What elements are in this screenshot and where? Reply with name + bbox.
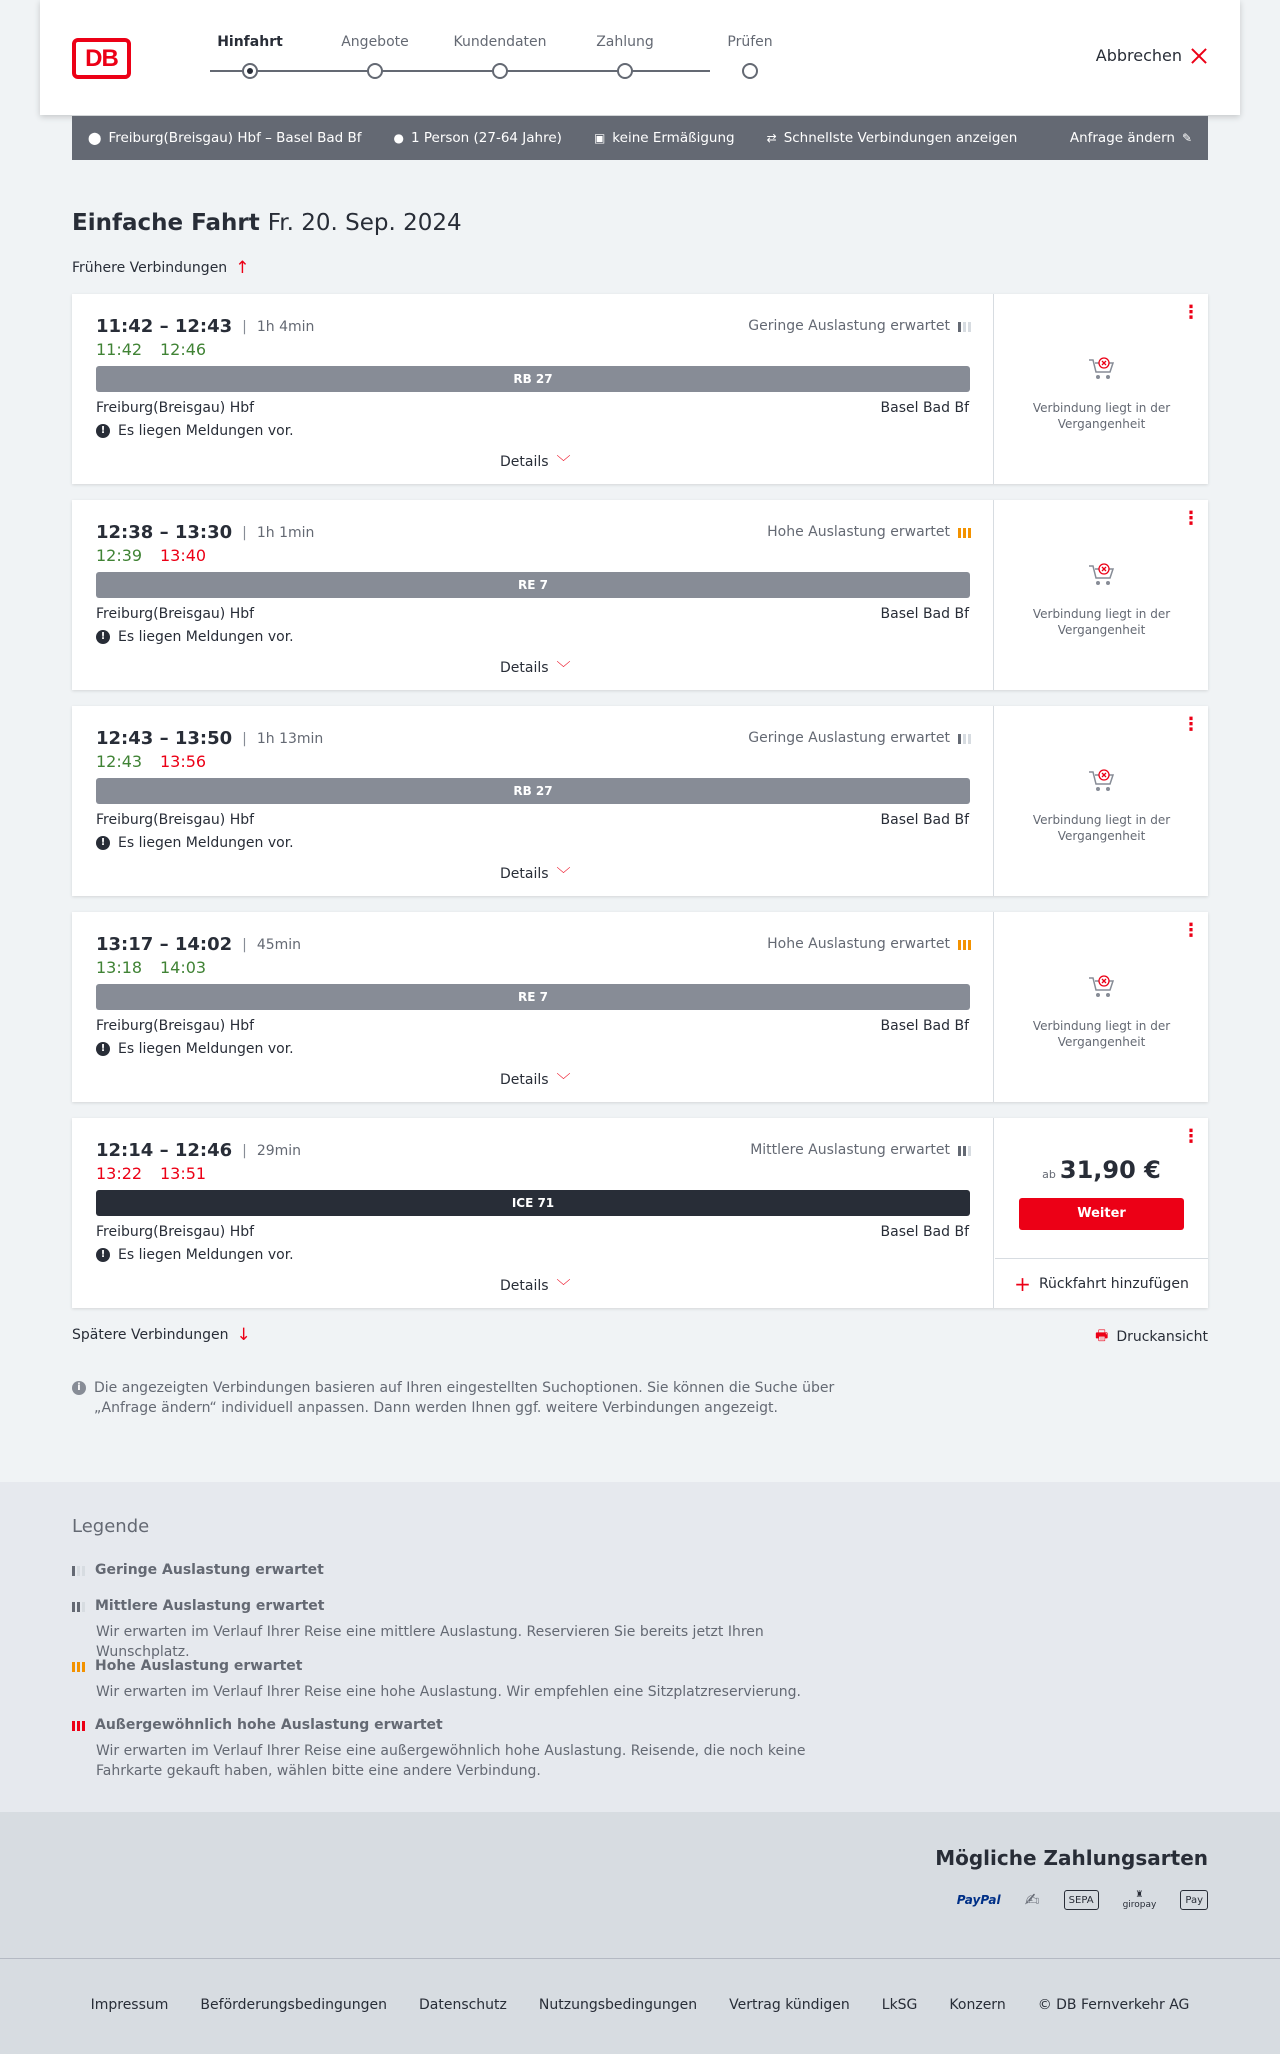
occupancy-low-icon	[958, 732, 971, 744]
occupancy-high-icon	[958, 938, 971, 950]
cart-unavailable-icon	[1087, 768, 1117, 794]
realtime-times	[96, 958, 224, 977]
price-prefix: ab	[1042, 1168, 1056, 1181]
realtime-arrival: 13:56	[160, 752, 207, 771]
duration: 29min	[256, 1142, 302, 1159]
footer-link-impressum[interactable]: Impressum	[90, 1997, 169, 2013]
logo-text: DB	[85, 44, 118, 72]
legend-section	[0, 1482, 1280, 1812]
details-toggle[interactable]	[500, 452, 571, 472]
sepa-logo: SEPA	[1064, 1890, 1099, 1910]
payment-logos	[957, 1886, 1208, 1914]
details-label: Details	[500, 866, 549, 882]
pencil-icon: ✎	[1181, 131, 1192, 145]
step-dot	[242, 63, 258, 79]
more-options-icon[interactable]: ⋮	[1182, 714, 1200, 735]
swap-arrows-icon: ⇄	[766, 131, 777, 145]
realtime-times	[96, 546, 224, 565]
giropay-text: giropay	[1122, 1900, 1157, 1910]
notice	[96, 835, 294, 851]
chevron-down-icon: ﹀	[556, 455, 571, 471]
realtime-arrival: 14:03	[160, 958, 207, 977]
more-options-icon[interactable]: ⋮	[1182, 1126, 1200, 1147]
more-options-icon[interactable]: ⋮	[1182, 302, 1200, 323]
occupancy-indicator	[767, 936, 971, 952]
chevron-down-icon: ﹀	[556, 1073, 571, 1089]
trip-type: Einfache Fahrt	[72, 210, 260, 236]
header	[40, 0, 1240, 115]
edit-request-button[interactable]	[1070, 130, 1192, 146]
later-label: Spätere Verbindungen	[72, 1327, 229, 1343]
connection-info	[72, 500, 994, 690]
price-value: 31,90 €	[1059, 1156, 1161, 1184]
footer-link-lksg[interactable]: LkSG	[881, 1997, 918, 2013]
past-connection-text: Verbindung liegt in der Vergangenheit	[1032, 813, 1171, 843]
realtime-times	[96, 340, 224, 359]
occupancy-medium-icon	[72, 1600, 85, 1612]
origin-station: Freiburg(Breisgau) Hbf	[96, 1224, 255, 1240]
offer-panel	[995, 912, 1208, 1102]
connection-card	[72, 294, 1208, 484]
legend-item-title: Hohe Auslastung erwartet	[95, 1658, 303, 1674]
later-connections-link[interactable]	[72, 1325, 251, 1345]
location-pin-icon: ⬤	[88, 131, 102, 145]
occupancy-low-icon	[72, 1564, 85, 1576]
print-label: Druckansicht	[1116, 1329, 1208, 1345]
details-toggle[interactable]	[500, 864, 571, 884]
realtime-times	[96, 752, 224, 771]
chevron-down-icon: ﹀	[556, 661, 571, 677]
legend-item-title: Geringe Auslastung erwartet	[95, 1562, 324, 1578]
destination-station: Basel Bad Bf	[880, 1018, 969, 1034]
train-bar[interactable]: RE 7	[96, 984, 970, 1010]
legend-item-title: Mittlere Auslastung erwartet	[95, 1598, 325, 1614]
occupancy-indicator	[748, 318, 971, 334]
occupancy-text: Mittlere Auslastung erwartet	[750, 1142, 950, 1158]
exclamation-icon: !	[96, 630, 110, 644]
info-icon: i	[72, 1381, 86, 1395]
legend-item-desc: Wir erwarten im Verlauf Ihrer Reise eine hohe Auslastung. Wir empfehlen eine Sitzplatzreservierung.	[96, 1684, 801, 1700]
footer-copyright: © DB Fernverkehr AG	[1037, 1997, 1190, 2013]
footer-link-nutzungsbedingungen[interactable]: Nutzungsbedingungen	[538, 1997, 698, 2013]
step-label: Kundendaten	[453, 34, 547, 50]
offer-panel	[995, 294, 1208, 484]
paypal-logo: PayPal	[956, 1893, 1001, 1907]
price	[995, 1156, 1208, 1184]
planned-times	[96, 316, 314, 337]
legend-item	[72, 1562, 852, 1578]
origin-station: Freiburg(Breisgau) Hbf	[96, 812, 255, 828]
legend-item	[72, 1658, 852, 1702]
notice	[96, 423, 294, 439]
more-options-icon[interactable]: ⋮	[1182, 920, 1200, 941]
earlier-label: Frühere Verbindungen	[72, 260, 228, 276]
offer-panel	[995, 500, 1208, 690]
train-bar[interactable]: RB 27	[96, 366, 970, 392]
db-logo[interactable]	[72, 38, 131, 79]
search-summary-bar	[72, 116, 1208, 160]
realtime-times	[96, 1164, 224, 1183]
occupancy-low-icon	[958, 320, 971, 332]
footer-link-datenschutz[interactable]: Datenschutz	[418, 1997, 507, 2013]
separator: |	[242, 1142, 247, 1159]
exclamation-icon: !	[96, 424, 110, 438]
planned-times	[96, 1140, 301, 1161]
cancel-button[interactable]	[1096, 46, 1208, 65]
summary-route	[88, 130, 362, 146]
destination-station: Basel Bad Bf	[880, 606, 969, 622]
planned-times	[96, 934, 301, 955]
progress-steps	[180, 34, 773, 84]
occupancy-text: Hohe Auslastung erwartet	[767, 524, 950, 540]
step-dot	[492, 63, 508, 79]
times-text: 13:17 – 14:02	[96, 934, 233, 955]
step-label: Hinfahrt	[217, 34, 283, 50]
notice-text: Es liegen Meldungen vor.	[118, 423, 294, 439]
separator: |	[242, 730, 247, 747]
notice-text: Es liegen Meldungen vor.	[118, 1247, 294, 1263]
step-kundendaten[interactable]	[450, 34, 550, 56]
connection-info	[72, 706, 994, 896]
step-hinfahrt[interactable]	[200, 34, 300, 56]
separator: |	[242, 936, 247, 953]
legend-item	[72, 1598, 852, 1662]
times-text: 12:38 – 13:30	[96, 522, 233, 543]
details-toggle[interactable]	[500, 658, 571, 678]
apple-pay-logo	[1180, 1890, 1208, 1910]
payment-title: Mögliche Zahlungsarten	[935, 1846, 1208, 1870]
occupancy-indicator	[767, 524, 971, 540]
arrow-up-icon: ↑	[235, 258, 250, 278]
add-return-button[interactable]	[995, 1258, 1208, 1308]
train-bar[interactable]: RE 7	[96, 572, 970, 598]
origin-station: Freiburg(Breisgau) Hbf	[96, 400, 255, 416]
cancel-label: Abbrechen	[1095, 46, 1182, 65]
occupancy-medium-icon	[958, 1144, 971, 1156]
credit-card-icon: ✍	[1024, 1889, 1040, 1911]
legend-item-desc: Wir erwarten im Verlauf Ihrer Reise eine mittlere Auslastung. Reservieren Sie bereits jetzt Ihren Wunschplatz.	[96, 1624, 764, 1660]
duration: 1h 4min	[256, 318, 315, 335]
bahncard-icon: ▣	[593, 131, 606, 145]
realtime-departure: 13:22	[96, 1164, 143, 1183]
footer-link-konzern[interactable]: Konzern	[949, 1997, 1006, 2013]
details-label: Details	[500, 1072, 549, 1088]
apple-pay-text: Pay	[1185, 1894, 1203, 1906]
notice-text: Es liegen Meldungen vor.	[118, 835, 294, 851]
step-pruefen[interactable]	[700, 34, 800, 56]
summary-option	[767, 130, 1018, 146]
offer-panel	[995, 706, 1208, 896]
discount-text: keine Ermäßigung	[612, 130, 735, 146]
connection-card	[72, 706, 1208, 896]
occupancy-indicator	[750, 1142, 971, 1158]
exclamation-icon: !	[96, 836, 110, 850]
summary-discount	[594, 130, 735, 146]
separator: |	[242, 524, 247, 541]
notice	[96, 629, 294, 645]
print-view-link[interactable]	[1095, 1325, 1208, 1349]
passengers-text: 1 Person (27-64 Jahre)	[410, 130, 562, 146]
destination-station: Basel Bad Bf	[880, 812, 969, 828]
duration: 1h 13min	[256, 730, 324, 747]
planned-times	[96, 728, 323, 749]
separator: |	[242, 318, 247, 335]
realtime-arrival: 13:51	[160, 1164, 207, 1183]
continue-button[interactable]: Weiter	[1019, 1198, 1184, 1230]
footer	[0, 1958, 1280, 2054]
option-text: Schnellste Verbindungen anzeigen	[783, 130, 1018, 146]
chevron-down-icon: ﹀	[556, 1279, 571, 1295]
connection-info	[72, 1118, 994, 1308]
info-note	[72, 1378, 852, 1418]
printer-icon: 🖶	[1095, 1328, 1109, 1344]
payment-methods-section	[0, 1812, 1280, 1958]
info-text: Die angezeigten Verbindungen basieren auf Ihren eingestellten Suchoptionen. Sie können die Suche über „Anfrage ändern“ individuell anpassen. Dann werden Ihnen ggf. weitere Verbindungen angezeigt.	[94, 1380, 835, 1416]
step-dot	[617, 63, 633, 79]
realtime-arrival: 12:46	[160, 340, 207, 359]
details-label: Details	[500, 1278, 549, 1294]
offer-panel	[995, 1118, 1208, 1308]
cart-unavailable-icon	[1087, 356, 1117, 382]
footer-link-befoerderungsbedingungen[interactable]: Beförderungsbedingungen	[200, 1997, 387, 2013]
exclamation-icon: !	[96, 1248, 110, 1262]
origin-station: Freiburg(Breisgau) Hbf	[96, 606, 255, 622]
duration: 1h 1min	[256, 524, 315, 541]
footer-link-vertrag-kuendigen[interactable]: Vertrag kündigen	[729, 1997, 850, 2013]
cart-unavailable-icon	[1087, 562, 1117, 588]
occupancy-exceptional-icon	[72, 1719, 85, 1731]
giropay-logo	[1123, 1886, 1157, 1914]
train-bar[interactable]: RB 27	[96, 778, 970, 804]
trip-date: Fr. 20. Sep. 2024	[267, 210, 462, 236]
details-toggle[interactable]	[500, 1070, 571, 1090]
more-options-icon[interactable]: ⋮	[1182, 508, 1200, 529]
details-label: Details	[500, 660, 549, 676]
step-label: Angebote	[341, 34, 409, 50]
plus-icon: +	[1014, 1271, 1031, 1296]
cart-unavailable-icon	[1087, 974, 1117, 1000]
progress-line	[210, 70, 710, 72]
past-connection-text: Verbindung liegt in der Vergangenheit	[1032, 1019, 1171, 1049]
footer-links	[0, 1997, 1280, 2013]
add-return-label: Rückfahrt hinzufügen	[1038, 1275, 1189, 1292]
edit-label: Anfrage ändern	[1069, 130, 1175, 146]
occupancy-high-icon	[958, 526, 971, 538]
legend-item	[72, 1717, 852, 1781]
realtime-departure: 13:18	[96, 958, 143, 977]
times-text: 12:43 – 13:50	[96, 728, 233, 749]
times-text: 12:14 – 12:46	[96, 1140, 233, 1161]
step-angebote[interactable]	[325, 34, 425, 56]
step-dot	[367, 63, 383, 79]
duration: 45min	[256, 936, 302, 953]
connection-card	[72, 500, 1208, 690]
notice-text: Es liegen Meldungen vor.	[118, 1041, 294, 1057]
past-connection-text: Verbindung liegt in der Vergangenheit	[1032, 401, 1171, 431]
details-label: Details	[500, 454, 549, 470]
chevron-down-icon: ﹀	[556, 867, 571, 883]
past-connection-text: Verbindung liegt in der Vergangenheit	[1032, 607, 1171, 637]
details-toggle[interactable]	[500, 1276, 571, 1296]
step-label: Zahlung	[596, 34, 654, 50]
notice-text: Es liegen Meldungen vor.	[118, 629, 294, 645]
connection-card	[72, 1118, 1208, 1308]
realtime-arrival: 13:40	[160, 546, 207, 565]
step-zahlung[interactable]	[575, 34, 675, 56]
exclamation-icon: !	[96, 1042, 110, 1056]
occupancy-text: Geringe Auslastung erwartet	[748, 730, 950, 746]
summary-passengers	[394, 130, 562, 146]
notice	[96, 1041, 294, 1057]
realtime-departure: 12:39	[96, 546, 143, 565]
connection-info	[72, 912, 994, 1102]
occupancy-text: Hohe Auslastung erwartet	[767, 936, 950, 952]
realtime-departure: 12:43	[96, 752, 143, 771]
person-icon: ●	[393, 131, 404, 145]
page-title	[72, 210, 462, 236]
connection-card	[72, 912, 1208, 1102]
destination-station: Basel Bad Bf	[880, 1224, 969, 1240]
destination-station: Basel Bad Bf	[880, 400, 969, 416]
notice	[96, 1247, 294, 1263]
close-icon	[1190, 47, 1208, 65]
step-dot	[742, 63, 758, 79]
legend-title: Legende	[72, 1516, 150, 1537]
occupancy-text: Geringe Auslastung erwartet	[748, 318, 950, 334]
realtime-departure: 11:42	[96, 340, 143, 359]
planned-times	[96, 522, 314, 543]
connection-info	[72, 294, 994, 484]
train-bar[interactable]: ICE 71	[96, 1190, 970, 1216]
arrow-down-icon: ↓	[236, 1325, 251, 1345]
origin-station: Freiburg(Breisgau) Hbf	[96, 1018, 255, 1034]
times-text: 11:42 – 12:43	[96, 316, 233, 337]
giropay-tower-icon: ♜	[1135, 1890, 1144, 1900]
earlier-connections-link[interactable]	[72, 258, 249, 278]
route-text: Freiburg(Breisgau) Hbf – Basel Bad Bf	[108, 130, 362, 146]
occupancy-indicator	[748, 730, 971, 746]
legend-item-title: Außergewöhnlich hohe Auslastung erwartet	[95, 1717, 443, 1733]
step-label: Prüfen	[727, 34, 773, 50]
legend-item-desc: Wir erwarten im Verlauf Ihrer Reise eine außergewöhnlich hohe Auslastung. Reisende, die noch keine Fahrkarte gekauft haben, wählen bitte eine andere Verbindung.	[96, 1743, 806, 1779]
occupancy-high-icon	[72, 1660, 85, 1672]
